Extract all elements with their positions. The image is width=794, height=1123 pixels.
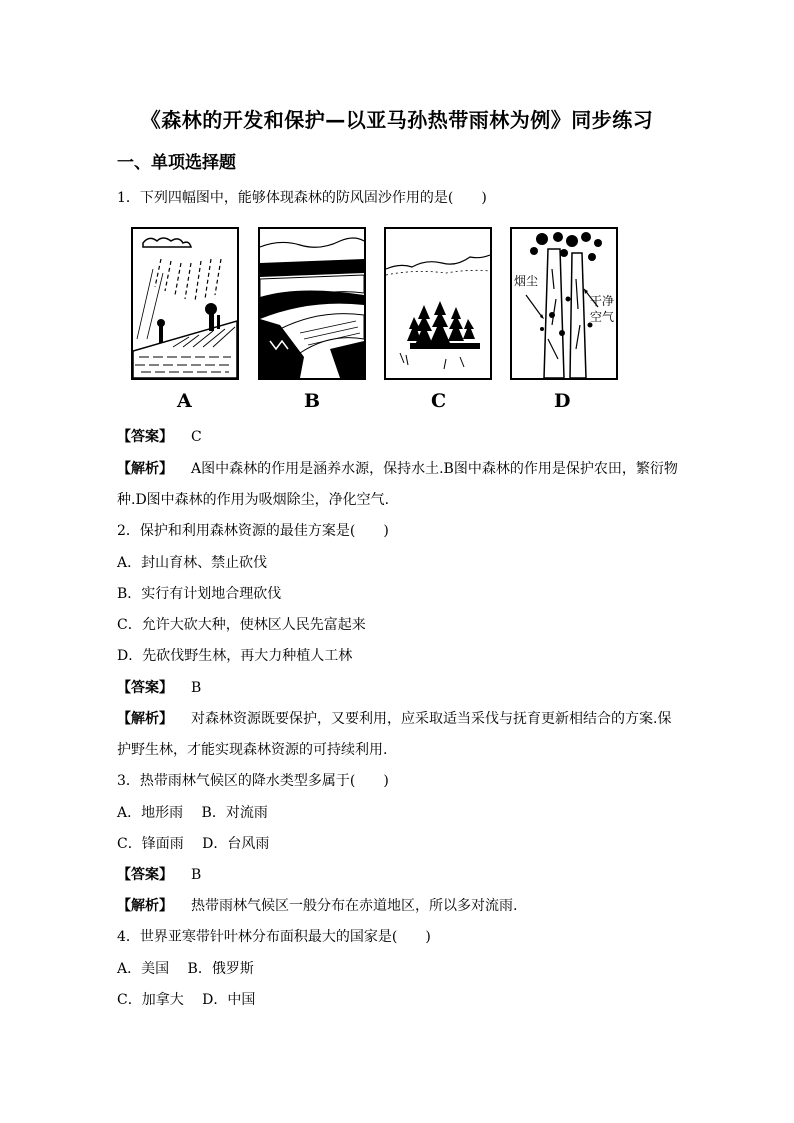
q3-analysis-line-1 — [117, 895, 517, 915]
question-2-stem: 2．保护和利用森林资源的最佳方案是( ) — [117, 523, 389, 539]
picture-d-smoke-label: 烟尘 — [514, 274, 539, 288]
page-title: 《森林的开发和保护—以亚马孙热带雨林为例》同步练习 — [140, 108, 654, 132]
q3-answer-line — [117, 864, 201, 884]
question-1-stem: 1．下列四幅图中，能够体现森林的防风固沙作用的是( ) — [117, 190, 487, 206]
q2-option-c: C．允许大砍大种，使林区人民先富起来 — [117, 617, 366, 633]
picture-d-label: D — [554, 390, 571, 412]
picture-c-forest-desert — [384, 227, 492, 380]
analysis-tag: 【解析】 — [117, 898, 173, 914]
analysis-tag: 【解析】 — [117, 461, 173, 477]
q4-options-row-2: C．加拿大 D．中国 — [117, 992, 256, 1008]
picture-d-trees-clean-air — [510, 227, 618, 380]
answer-tag: 【答案】 — [117, 429, 173, 445]
answer-tag: 【答案】 — [117, 867, 173, 883]
q3-analysis-text-1: 热带雨林气候区一般分布在赤道地区，所以多对流雨. — [191, 898, 518, 914]
question-3-stem: 3．热带雨林气候区的降水类型多属于( ) — [117, 773, 389, 789]
picture-c-label: C — [431, 390, 447, 412]
q2-answer-line — [117, 677, 201, 697]
q1-answer-line — [117, 426, 202, 446]
q2-option-d: D．先砍伐野生林，再大力种植人工林 — [117, 648, 353, 664]
q2-analysis-text-1: 对森林资源既要保护，又要利用，应采取适当采伐与抚育更新相结合的方案.保 — [191, 711, 672, 727]
answer-tag: 【答案】 — [117, 680, 173, 696]
q3-options-row-2: C．锋面雨 D．台风雨 — [117, 836, 270, 852]
picture-b-farmland-shelterbelt — [258, 227, 366, 380]
q1-answer: C — [191, 429, 202, 445]
question-4-stem: 4．世界亚寒带针叶林分布面积最大的国家是( ) — [117, 929, 431, 945]
picture-d-clean-label-1: 干净 — [590, 294, 615, 308]
q2-option-b: B．实行有计划地合理砍伐 — [117, 586, 282, 602]
picture-a-rain-slope — [131, 227, 239, 380]
q3-options-row-1: A．地形雨 B．对流雨 — [117, 805, 268, 821]
q2-answer: B — [191, 680, 202, 696]
q2-analysis-line-1 — [117, 708, 671, 728]
q2-analysis-text-2: 护野生林，才能实现森林资源的可持续利用. — [117, 742, 388, 758]
q2-option-a: A．封山育林、禁止砍伐 — [117, 555, 268, 571]
picture-b-label: B — [304, 390, 321, 412]
q1-analysis-line-1 — [117, 458, 678, 478]
section-heading: 一、单项选择题 — [117, 153, 236, 173]
picture-d-clean-label-2: 空气 — [590, 310, 615, 324]
q3-answer: B — [191, 867, 202, 883]
analysis-tag: 【解析】 — [117, 711, 173, 727]
q4-options-row-1: A．美国 B．俄罗斯 — [117, 961, 254, 977]
q1-analysis-text-1: A图中森林的作用是涵养水源，保持水土.B图中森林的作用是保护农田，繁衍物 — [191, 461, 678, 477]
q1-analysis-text-2: 种.D图中森林的作用为吸烟除尘，净化空气. — [117, 492, 390, 508]
picture-a-label: A — [177, 390, 192, 412]
